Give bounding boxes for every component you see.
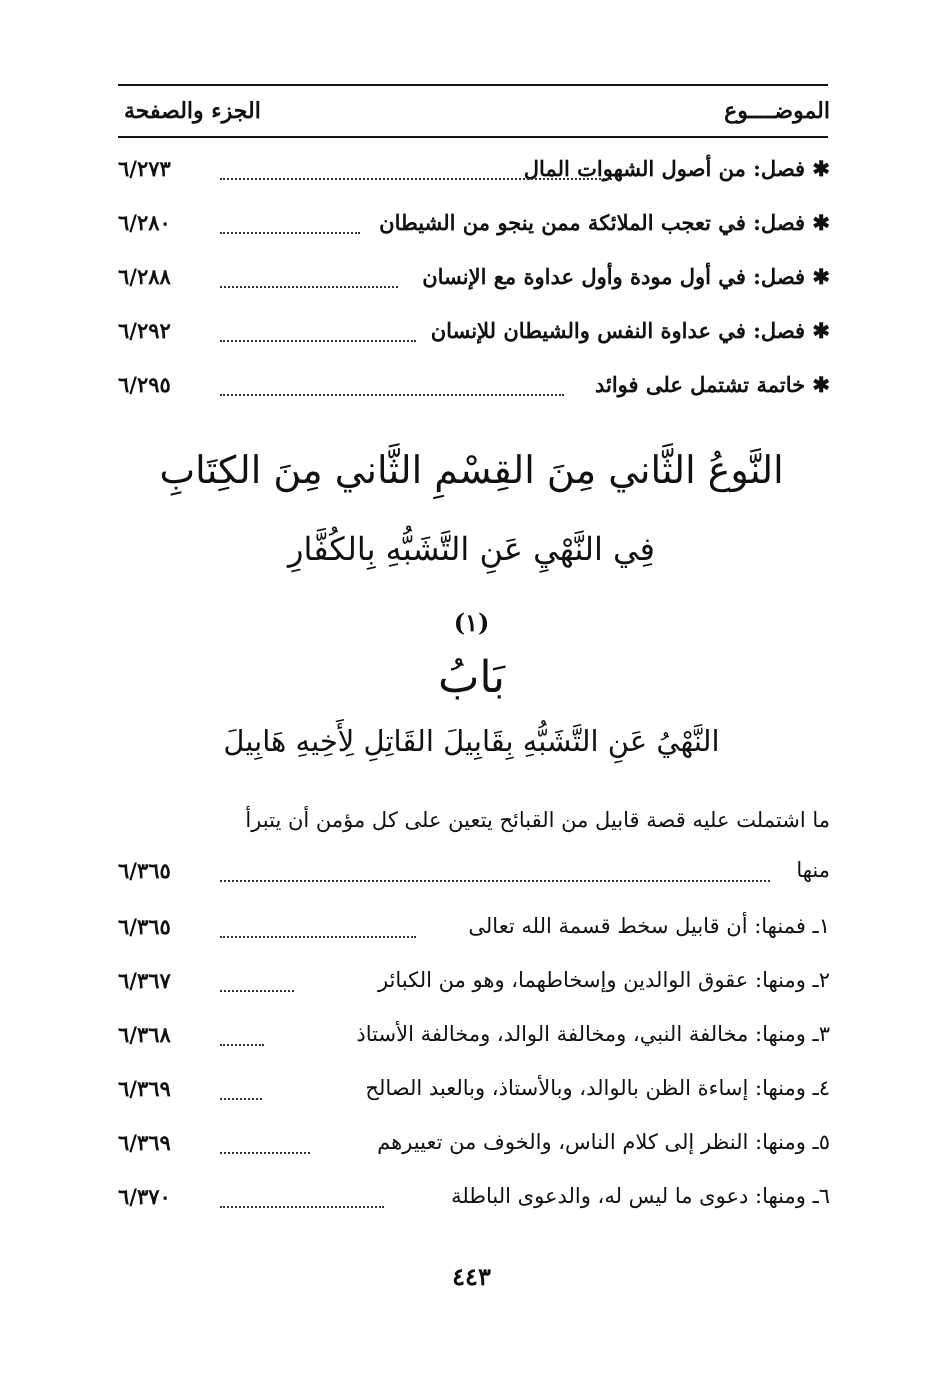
star-bullet-icon: ✱ (805, 156, 830, 181)
header-volume-page: الجزء والصفحة (124, 98, 261, 124)
toc-entry-text: ✱ خاتمة تشتمل على فوائد (594, 372, 830, 397)
toc-entry-page: ٦/٢٨٠ (118, 210, 171, 235)
header-subject: الموضــــوع (724, 98, 830, 124)
dot-leader (220, 340, 416, 342)
dot-leader (220, 1206, 384, 1208)
toc-entry-page: ٦/٣٧٠ (118, 1184, 171, 1209)
toc-entry[interactable] (118, 1076, 830, 1116)
dot-leader (220, 178, 612, 180)
toc-entry-text: ١ـ فمنها: أن قابيل سخط قسمة الله تعالى (468, 914, 830, 938)
toc-entry-page: ٦/٣٦٨ (118, 1022, 171, 1047)
toc-entry-text: ٥ـ ومنها: النظر إلى كلام الناس، والخوف من تعييرهم (377, 1130, 830, 1154)
toc-entry-page: ٦/٣٦٩ (118, 1076, 171, 1101)
dot-leader (220, 232, 360, 234)
toc-entry-page: ٦/٢٨٨ (118, 264, 171, 289)
toc-entry-text: ٦ـ ومنها: دعوى ما ليس له، والدعوى الباطلة (451, 1184, 830, 1208)
toc-entry-page: ٦/٣٦٥ (118, 914, 171, 939)
toc-entry-text: ٤ـ ومنها: إساءة الظن بالوالد، وبالأستاذ، وبالعبد الصالح (365, 1076, 830, 1100)
dot-leader (220, 1152, 310, 1154)
dot-leader (220, 1098, 262, 1100)
page-number: ٤٤٣ (452, 1262, 491, 1291)
header-bottom-rule (118, 136, 828, 138)
chapter-title: النَّهْيُ عَنِ التَّشَبُّهِ بِقَابِيلَ القَاتِلِ لِأَخِيهِ هَابِيلَ (223, 724, 720, 758)
section-subtitle: فِي النَّهْيِ عَنِ التَّشَبُّهِ بِالكُفَّارِ (288, 530, 655, 568)
toc-entry-text: ✱ فصل: في عداوة النفس والشيطان للإنسان (430, 318, 830, 343)
dot-leader (220, 1044, 264, 1046)
toc-entry-page: ٦/٢٩٢ (118, 318, 171, 343)
toc-entry-page: ٦/٢٧٣ (118, 156, 171, 181)
star-bullet-icon: ✱ (805, 264, 830, 289)
toc-entry-page: ٦/٢٩٥ (118, 372, 171, 397)
toc-entry[interactable] (118, 914, 830, 954)
toc-entry-text: منها (796, 858, 830, 882)
header-top-rule (118, 84, 828, 86)
toc-entry-page: ٦/٣٦٥ (118, 858, 171, 883)
toc-entry-text: ✱ فصل: في أول مودة وأول عداوة مع الإنسان (422, 264, 830, 289)
dot-leader (220, 394, 564, 396)
toc-entry[interactable] (118, 210, 830, 250)
intro-paragraph: ما اشتملت عليه قصة قابيل من القبائح يتعين على كل مؤمن أن يتبرأ (245, 808, 830, 832)
dot-leader (220, 990, 294, 992)
dot-leader (220, 936, 416, 938)
toc-entry-page: ٦/٣٦٧ (118, 968, 171, 993)
chapter-label: بَابُ (437, 652, 506, 703)
toc-entry[interactable] (118, 1130, 830, 1170)
star-bullet-icon: ✱ (805, 372, 830, 397)
toc-entry-text: ✱ فصل: في تعجب الملائكة ممن ينجو من الشيطان (379, 210, 830, 235)
star-bullet-icon: ✱ (805, 210, 830, 235)
chapter-number: (١) (453, 608, 490, 637)
toc-entry[interactable] (118, 858, 830, 898)
toc-entry-text: ٣ـ ومنها: مخالفة النبي، ومخالفة الوالد، ومخالفة الأستاذ (356, 1022, 830, 1046)
toc-entry[interactable] (118, 264, 830, 304)
dot-leader (220, 286, 398, 288)
dot-leader (220, 880, 770, 882)
toc-entry[interactable] (118, 156, 830, 196)
toc-entry[interactable] (118, 318, 830, 358)
toc-entry[interactable] (118, 1022, 830, 1062)
toc-entry-text: ✱ فصل: من أصول الشهوات المال (523, 156, 830, 181)
toc-entry[interactable] (118, 1184, 830, 1224)
toc-entry[interactable] (118, 372, 830, 412)
toc-entry[interactable] (118, 968, 830, 1008)
section-title: النَّوعُ الثَّاني مِنَ القِسْمِ الثَّاني مِنَ الكِتَابِ (159, 448, 784, 492)
toc-entry-page: ٦/٣٦٩ (118, 1130, 171, 1155)
toc-entry-text: ٢ـ ومنها: عقوق الوالدين وإسخاطهما، وهو من الكبائر (377, 968, 830, 992)
star-bullet-icon: ✱ (805, 318, 830, 343)
